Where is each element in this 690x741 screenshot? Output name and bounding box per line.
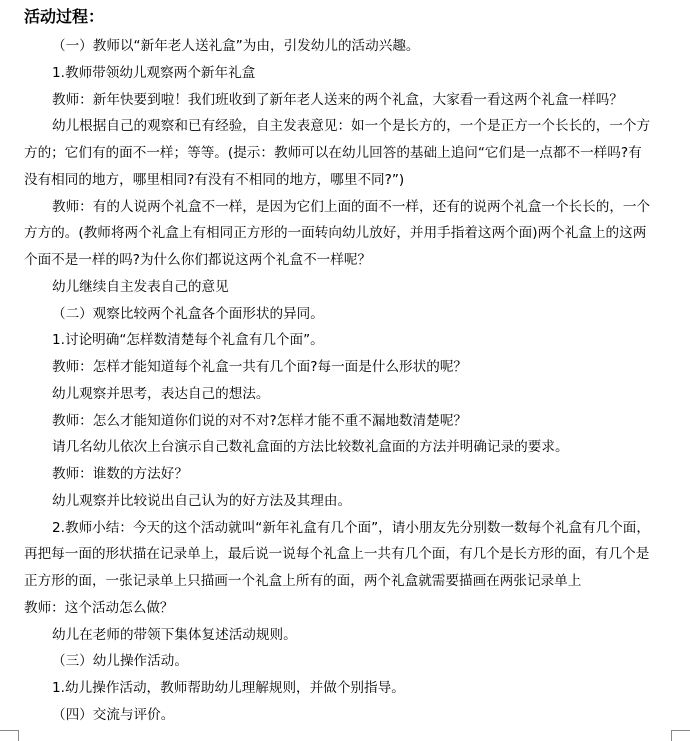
text-line: 方方的。(教师将两个礼盒上有相同正方形的一面转向幼儿放好，并用手指着这两个面)两个礼盒上的这两 <box>24 225 647 242</box>
text-line: 正方形的面，一张记录单上只描画一个礼盒上所有的面，两个礼盒就需要描画在两张记录单上 <box>24 573 582 589</box>
text-line: 幼儿观察并思考，表达自己的想法。 <box>52 385 270 402</box>
text-line: 没有相同的地方，哪里相同?有没有不相同的地方，哪里不同?”) <box>24 171 405 188</box>
text-line: （四）交流与评价。 <box>52 706 175 723</box>
text-line: 1.讨论明确“怎样数清楚每个礼盒有几个面”。 <box>52 332 324 349</box>
text-line: 教师：怎么才能知道你们说的对不对?怎样才能不重不漏地数清楚呢？ <box>52 412 468 429</box>
text-line: 2.教师小结：今天的这个活动就叫“新年礼盒有几个面”，请小朋友先分别数一数每个礼盒有几个面， <box>52 519 650 536</box>
text-line: 方的；它们有的面不一样；等等。(提示：教师可以在幼儿回答的基础上追问“它们是一点都不一样吗?有 <box>24 145 642 161</box>
text-line: 教师：怎样才能知道每个礼盒一共有几个面?每一面是什么形状的呢？ <box>52 359 468 375</box>
text-line: 请几名幼儿依次上台演示自己数礼盒面的方法比较数礼盒面的方法并明确记录的要求。 <box>52 439 569 456</box>
text-line: 1.教师带领幼儿观察两个新年礼盒 <box>52 64 256 81</box>
text-line: 教师：谁数的方法好？ <box>52 466 188 482</box>
text-line: 幼儿观察并比较说出自己认为的好方法及其理由。 <box>52 492 352 509</box>
text-line: 教师：这个活动怎么做？ <box>24 599 174 616</box>
document-body <box>24 33 674 729</box>
section-heading: 活动过程： <box>24 7 105 26</box>
text-line: 幼儿在老师的带领下集体复述活动规则。 <box>52 626 297 643</box>
text-line: 幼儿继续自主发表自己的意见 <box>52 278 229 295</box>
text-line: 1.幼儿操作活动，教师帮助幼儿理解规则，并做个别指导。 <box>52 680 405 696</box>
text-line: （一）教师以“新年老人送礼盒”为由，引发幼儿的活动兴趣。 <box>52 38 420 54</box>
text-line: 再把每一面的形状描在记录单上，最后说一说每个礼盒上一共有几个面，有几个是长方形的面，有几个是 <box>24 546 650 563</box>
text-line: 个面不是一样的吗?为什么你们都说这两个礼盒不一样呢？ <box>24 252 372 268</box>
text-line: 教师：新年快要到啦！我们班收到了新年老人送来的两个礼盒，大家看一看这两个礼盒一样吗？ <box>52 91 623 108</box>
text-line: 教师：有的人说两个礼盒不一样，是因为它们上面的面不一样，还有的说两个礼盒一个长长的，一个 <box>52 198 651 215</box>
text-line: （三）幼儿操作活动。 <box>52 653 188 670</box>
text-line: 幼儿根据自己的观察和已有经验，自主发表意见：如一个是长方的，一个是正方一个长长的，一个方 <box>52 118 651 135</box>
text-line: （二）观察比较两个礼盒各个面形状的异同。 <box>52 305 324 322</box>
